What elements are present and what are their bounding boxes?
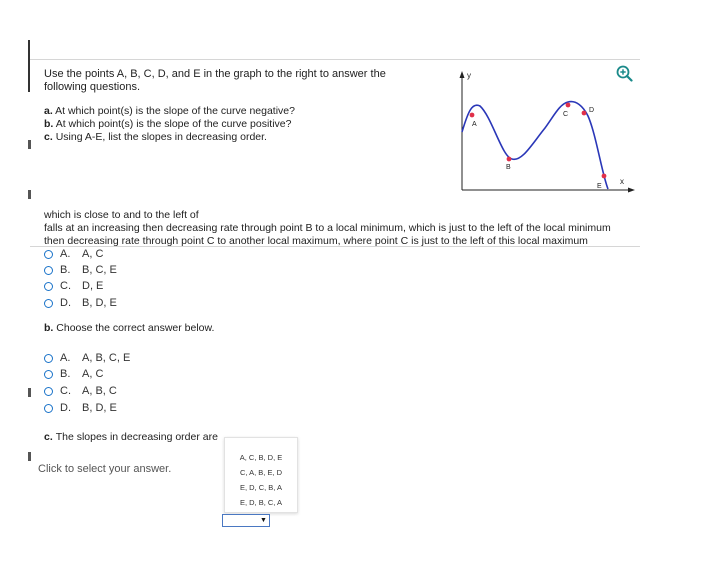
curve-graph: [450, 62, 640, 198]
option-letter: D.: [60, 402, 71, 414]
part-a-option-c[interactable]: [44, 279, 103, 293]
zoom-in-icon[interactable]: [616, 65, 633, 82]
option-text: B, D, E: [82, 297, 117, 309]
radio-button[interactable]: [44, 250, 53, 259]
dropdown-option[interactable]: E, D, B, C, A: [239, 498, 283, 507]
part-a-option-b[interactable]: [44, 263, 117, 277]
radio-button[interactable]: [44, 370, 53, 379]
description-line-2: falls at an increasing then decreasing rate through point B to a local minimum, which is just to the left of the local minimum: [44, 222, 611, 234]
point-b-marker: [507, 157, 512, 162]
left-tick: [28, 140, 31, 149]
dropdown-option[interactable]: A, C, B, D, E: [239, 453, 283, 462]
part-b-option-b[interactable]: [44, 367, 103, 381]
question-a: [44, 105, 295, 118]
click-to-select-hint: Click to select your answer.: [38, 463, 172, 475]
part-b-option-c[interactable]: [44, 384, 117, 398]
radio-button[interactable]: [44, 404, 53, 413]
point-d-marker: [582, 111, 587, 116]
option-text: B, D, E: [82, 402, 117, 414]
question-c-text: Using A-E, list the slopes in decreasing order.: [55, 131, 267, 143]
option-letter: A.: [60, 352, 71, 364]
left-tick: [28, 190, 31, 199]
point-a-label: A: [472, 121, 477, 128]
part-a-option-d[interactable]: [44, 296, 117, 310]
x-axis-label: x: [620, 177, 624, 186]
option-text: A, B, C: [82, 385, 117, 397]
radio-button[interactable]: [44, 299, 53, 308]
point-c-marker: [566, 103, 571, 108]
left-tick: [28, 388, 31, 397]
part-c-text: The slopes in decreasing order are: [55, 431, 218, 443]
part-b-prefix: b.: [44, 322, 54, 334]
part-c-prefix: c.: [44, 431, 53, 443]
option-text: D, E: [82, 280, 104, 292]
question-b-prefix: b.: [44, 118, 54, 130]
point-e-label: E: [597, 183, 602, 190]
y-axis-arrow: [460, 71, 465, 78]
option-letter: D.: [60, 297, 71, 309]
left-border: [28, 40, 30, 92]
dropdown-option[interactable]: C, A, B, E, D: [239, 468, 283, 477]
radio-button[interactable]: [44, 282, 53, 291]
option-letter: A.: [60, 248, 71, 260]
option-letter: B.: [60, 264, 71, 276]
radio-button[interactable]: [44, 354, 53, 363]
dropdown-arrow-icon[interactable]: ▼: [260, 517, 267, 524]
description-line-3: then decreasing rate through point C to another local maximum, where point C is just to the left of this local maximum: [44, 235, 588, 247]
radio-button[interactable]: [44, 266, 53, 275]
option-letter: C.: [60, 280, 71, 292]
option-text: A, C: [82, 248, 104, 260]
point-e-marker: [602, 174, 607, 179]
option-text: A, C: [82, 368, 104, 380]
option-letter: C.: [60, 385, 71, 397]
question-a-prefix: a.: [44, 105, 53, 117]
part-b-option-d[interactable]: [44, 401, 117, 415]
intro-line-1: Use the points A, B, C, D, and E in the graph to the right to answer the: [44, 68, 386, 80]
intro-line-2: following questions.: [44, 81, 141, 93]
part-b-option-a[interactable]: [44, 351, 130, 365]
question-b: [44, 118, 291, 131]
option-text: B, C, E: [82, 264, 117, 276]
answer-dropdown-list[interactable]: [224, 437, 298, 513]
point-d-label: D: [589, 107, 595, 114]
question-a-text: At which point(s) is the slope of the curve negative?: [55, 105, 295, 117]
part-b-text: Choose the correct answer below.: [56, 322, 215, 334]
left-tick: [28, 452, 31, 461]
top-divider: [30, 59, 640, 60]
question-c: [44, 131, 267, 144]
part-c-prompt: [44, 431, 218, 443]
x-axis-arrow: [628, 188, 635, 193]
point-c-label: C: [563, 111, 569, 118]
option-letter: B.: [60, 368, 71, 380]
y-axis-label: y: [467, 71, 471, 80]
option-text: A, B, C, E: [82, 352, 131, 364]
curve-line: [462, 102, 608, 189]
intro-text: [44, 68, 404, 94]
point-a-marker: [470, 113, 475, 118]
dropdown-option[interactable]: E, D, C, B, A: [239, 483, 283, 492]
answer-select[interactable]: [222, 514, 270, 527]
part-a-option-a[interactable]: [44, 247, 103, 261]
part-b-prompt: [44, 322, 214, 334]
radio-button[interactable]: [44, 387, 53, 396]
description-line-1: which is close to and to the left of: [44, 209, 199, 221]
point-b-label: B: [506, 164, 511, 171]
question-c-prefix: c.: [44, 131, 53, 143]
question-b-text: At which point(s) is the slope of the curve positive?: [55, 118, 292, 130]
